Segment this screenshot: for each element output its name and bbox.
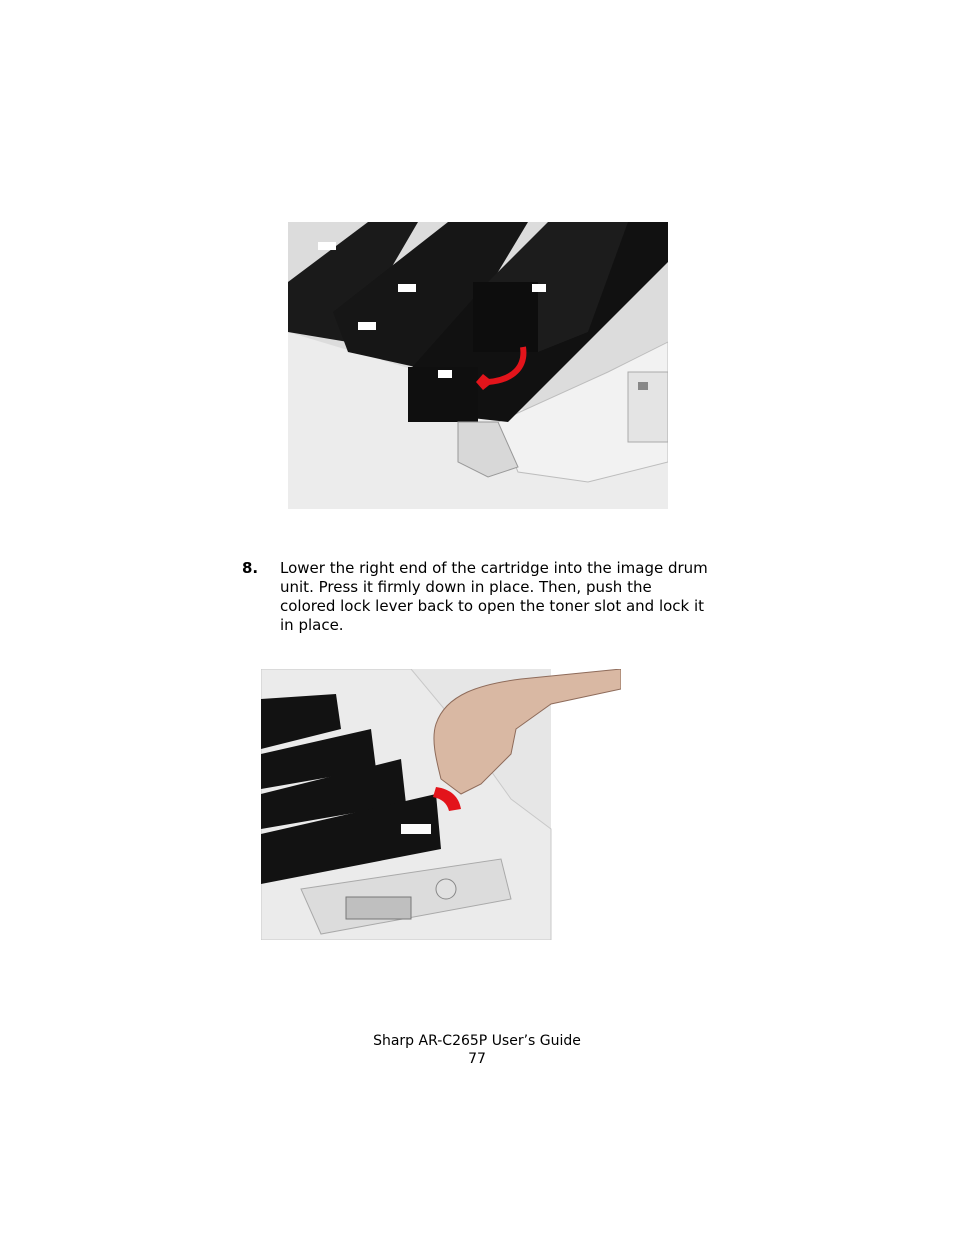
figure-cartridge-installed <box>288 222 668 509</box>
figure-lock-lever <box>261 669 621 940</box>
footer-guide-title: Sharp AR-C265P User’s Guide <box>373 1033 581 1049</box>
footer-page-number: 77 <box>468 1051 486 1067</box>
step-number: 8. <box>242 559 259 577</box>
step-instruction: Lower the right end of the cartridge into the image drum unit. Press it firmly down in place. Then, push the colored lock lever back to open the toner slot and lock it in place. <box>280 559 708 634</box>
